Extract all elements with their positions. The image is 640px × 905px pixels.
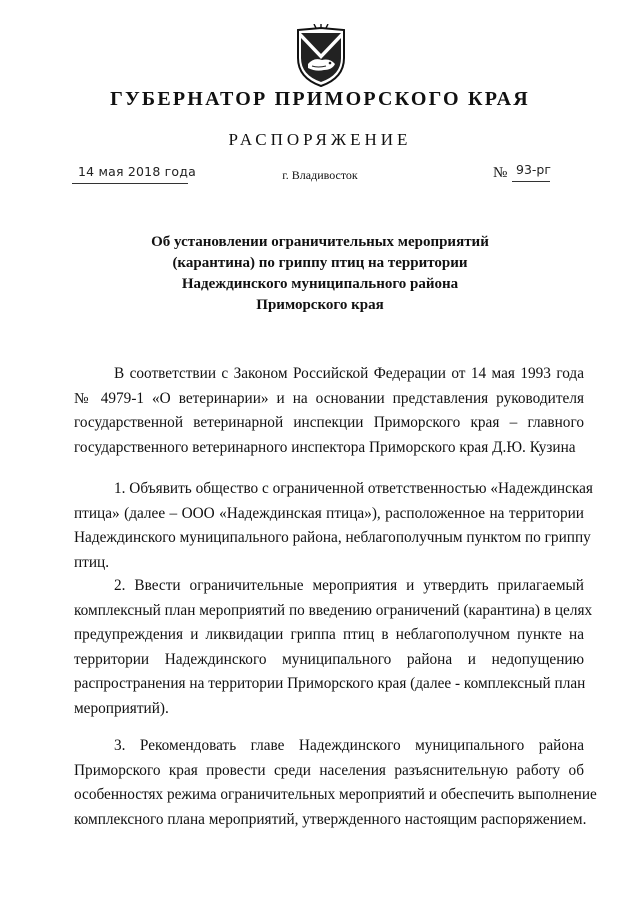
subject-line: Приморского края <box>256 297 384 313</box>
document-subject <box>0 232 640 316</box>
text-line: В соответствии с Законом Российской Федерации от 14 мая 1993 года <box>114 365 584 382</box>
paragraph-item-3 <box>74 734 597 832</box>
text-line: государственной ветеринарной инспекции Приморского края – главного <box>74 414 584 431</box>
text-line: 1. Объявить общество с ограниченной ответственностью «Надеждинская <box>114 480 593 497</box>
document-date: 14 мая 2018 года <box>78 164 196 179</box>
number-underline <box>512 181 550 182</box>
document-number-label: № <box>493 165 508 181</box>
text-line: предупреждения и ликвидации гриппа птиц в неблагополучном пункте на <box>74 626 584 643</box>
coat-of-arms-icon <box>294 24 348 88</box>
date-underline <box>72 183 188 184</box>
paragraph-item-1 <box>74 477 593 575</box>
text-line: мероприятий). <box>74 699 169 717</box>
subject-line: Надеждинского муниципального района <box>181 276 459 292</box>
subject-line: Об установлении ограничительных мероприятий <box>151 234 489 250</box>
text-line: распространения на территории Приморского края (далее - комплексный план <box>74 675 586 692</box>
text-line: Надеждинского муниципального района, неблагополучным пунктом по гриппу <box>74 529 591 546</box>
text-line: птица» (далее – ООО «Надеждинская птица»), расположенное на территории <box>74 504 584 522</box>
document-meta-row <box>0 164 640 190</box>
text-line: территории Надеждинского муниципального района и недопущению <box>74 650 584 668</box>
org-title: ГУБЕРНАТОР ПРИМОРСКОГО КРАЯ <box>110 88 530 110</box>
text-line: птиц. <box>74 553 110 571</box>
paragraph-preamble <box>74 362 584 460</box>
paragraph-item-2 <box>74 574 593 721</box>
subject-line: (карантина) по гриппу птиц на территории <box>172 255 468 271</box>
text-line: государственного ветеринарного инспектора Приморского края Д.Ю. Кузина <box>74 438 576 456</box>
text-line: 2. Ввести ограничительные мероприятия и утвердить прилагаемый <box>114 577 584 594</box>
text-line: № 4979-1 «О ветеринарии» и на основании представления руководителя <box>74 389 584 407</box>
document-number: 93-рг <box>516 162 551 177</box>
text-line: особенностях режима ограничительных мероприятий и обеспечить выполнение <box>74 786 597 803</box>
text-line: Приморского края провести среди населения разъяснительную работу об <box>74 761 584 779</box>
text-line: 3. Рекомендовать главе Надеждинского муниципального района <box>114 737 584 754</box>
document-type: РАСПОРЯЖЕНИЕ <box>228 130 412 149</box>
text-line: комплексный план мероприятий по введению ограничений (карантина) в целях <box>74 601 593 619</box>
text-line: комплексного плана мероприятий, утвержденного настоящим распоряжением. <box>74 810 587 828</box>
document-city: г. Владивосток <box>282 168 358 182</box>
